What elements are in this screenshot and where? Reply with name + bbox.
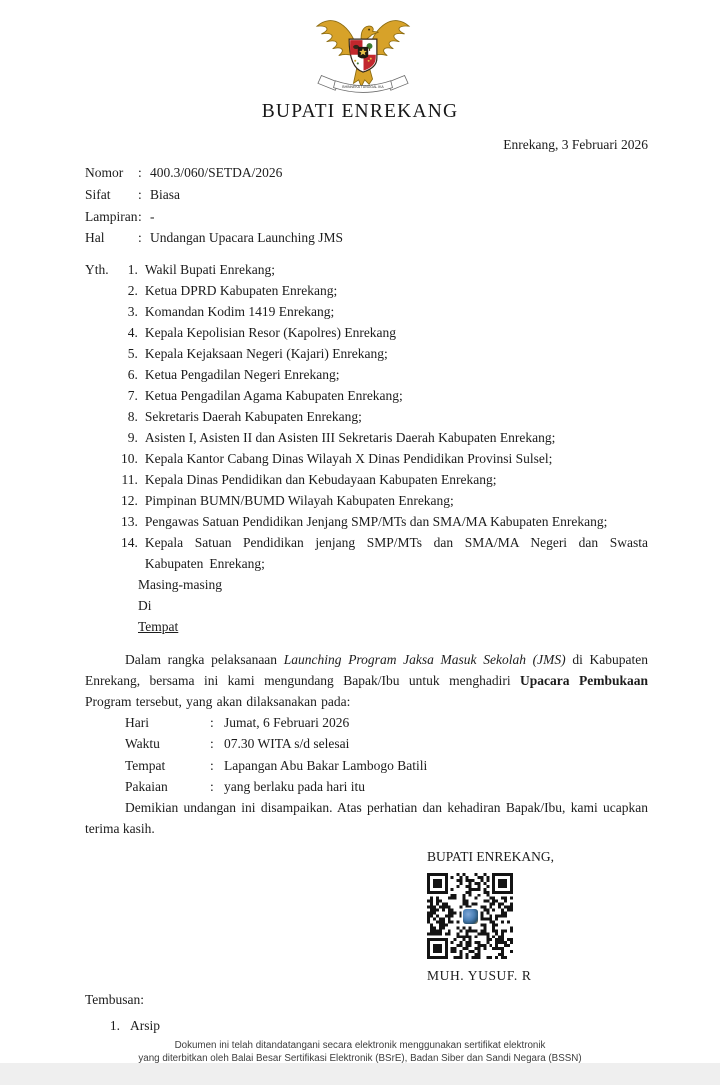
recipient-text: Kepala Satuan Pendidikan jenjang SMP/MTs dan SMA/MA Negeri dan Swasta Kabupaten Enrekang; (144, 535, 648, 571)
recipient-text: Komandan Kodim 1419 Enrekang; (144, 304, 335, 319)
event-colon: : (210, 715, 214, 730)
recipient-row (115, 385, 648, 406)
footer-line-1: Dokumen ini telah ditandatangani secara elektronik menggunakan sertifikat elektronik (174, 1040, 546, 1051)
recipient-row (115, 532, 648, 574)
opening-pre: Dalam rangka pelaksanaan (125, 652, 284, 667)
recipients-block (85, 259, 648, 637)
tembusan-item-number: 1. (109, 1018, 120, 1033)
qr-code (427, 873, 513, 959)
letter-meta-block (85, 162, 648, 249)
recipient-number: 14. (121, 535, 138, 550)
recipient-row (115, 406, 648, 427)
recipient-text: Asisten I, Asisten II dan Asisten III Sekretaris Daerah Kabupaten Enrekang; (144, 430, 556, 445)
recipient-row (115, 259, 648, 280)
tembusan-label: Tembusan: (85, 992, 145, 1007)
recipient-text: Ketua Pengadilan Negeri Enrekang; (144, 367, 340, 382)
closing-line-di: Di (138, 598, 152, 613)
recipient-number: 12. (121, 493, 138, 508)
recipient-text: Kepala Kepolisian Resor (Kapolres) Enrekang (144, 325, 397, 340)
meta-label: Sifat (85, 186, 111, 202)
event-label: Pakaian (125, 778, 168, 794)
event-row-waktu (125, 733, 427, 754)
meta-row-nomor (85, 162, 343, 184)
tembusan-item (102, 1015, 648, 1036)
recipient-row (115, 490, 648, 511)
recipient-number: 5. (127, 346, 138, 361)
recipient-number: 13. (121, 514, 138, 529)
event-colon: : (210, 778, 214, 794)
recipient-row (115, 511, 648, 532)
event-colon: : (210, 757, 214, 773)
recipient-text: Kepala Dinas Pendidikan dan Kebudayaan Kabupaten Enrekang; (144, 472, 497, 487)
event-colon: : (210, 736, 214, 752)
meta-label: Hal (85, 230, 105, 246)
closing-line-masing: Masing-masing (138, 577, 222, 592)
recipient-number: 7. (127, 388, 138, 403)
recipients-closing-lines (138, 574, 648, 637)
recipient-text: Pengawas Satuan Pendidikan Jenjang SMP/MTs dan SMA/MA Kabupaten Enrekang; (144, 514, 608, 529)
signature-name: MUH. YUSUF. R (427, 968, 532, 983)
closing-paragraph: Demikian undangan ini disampaikan. Atas perhatian dan kehadiran Bapak/Ibu, kami ucapkan terima kasih. (85, 800, 648, 836)
opening-italic-program-name: Launching Program Jaksa Masuk Sekolah (JMS) (283, 652, 566, 667)
event-label: Hari (125, 715, 149, 730)
letterhead-title: BUPATI ENREKANG (261, 101, 459, 122)
signature-block (427, 846, 657, 984)
meta-label: Nomor (85, 165, 124, 180)
recipient-number: 11. (121, 472, 138, 487)
recipient-text: Wakil Bupati Enrekang; (144, 262, 276, 277)
meta-value: Biasa (150, 186, 180, 202)
meta-label: Lampiran (85, 208, 138, 224)
event-label: Waktu (125, 736, 160, 752)
opening-paragraph (85, 649, 648, 712)
recipient-row (115, 427, 648, 448)
recipient-row (115, 343, 648, 364)
meta-row-hal (85, 227, 343, 249)
bottom-gray-strip (0, 1063, 720, 1085)
dateline: Enrekang, 3 Februari 2026 (503, 137, 648, 152)
meta-row-lampiran (85, 206, 343, 228)
meta-colon: : (138, 165, 142, 180)
event-row-pakaian (125, 776, 427, 797)
salutation: Yth. (85, 262, 109, 277)
opening-middle: di Kabupaten Enrekang, bersama ini kami mengundang Bapak/Ibu untuk menghadiri (85, 652, 648, 688)
recipient-text: Kepala Kejaksaan Negeri (Kajari) Enrekang; (144, 346, 388, 361)
garuda-pancasila-emblem (311, 4, 415, 102)
recipients-list (115, 259, 648, 574)
tembusan-block (85, 989, 648, 1036)
meta-value: 400.3/060/SETDA/2026 (150, 165, 283, 180)
opening-bold-upacara: Upacara Pembukaan (520, 673, 648, 688)
recipient-row (115, 280, 648, 301)
event-details-block (85, 712, 648, 797)
recipient-row (115, 469, 648, 490)
recipient-row (115, 322, 648, 343)
recipient-row (115, 301, 648, 322)
event-label: Tempat (125, 757, 166, 773)
meta-colon: : (138, 230, 142, 246)
event-value: Lapangan Abu Bakar Lambogo Batili (224, 757, 428, 773)
event-value: yang berlaku pada hari itu (224, 778, 365, 794)
meta-colon: : (138, 208, 142, 224)
recipient-number: 4. (127, 325, 138, 340)
recipient-text: Sekretaris Daerah Kabupaten Enrekang; (144, 409, 362, 424)
recipient-number: 8. (127, 409, 138, 424)
recipient-text: Ketua Pengadilan Agama Kabupaten Enrekang; (144, 388, 403, 403)
garuda-emblem-graphic (311, 4, 415, 102)
event-row-tempat (125, 755, 427, 776)
recipient-number: 1. (127, 262, 138, 277)
emblem-motto-text: BHINNEKA TUNGGAL IKA (342, 85, 384, 90)
recipient-text: Kepala Kantor Cabang Dinas Wilayah X Dinas Pendidikan Provinsi Sulsel; (144, 451, 553, 466)
recipient-number: 2. (127, 283, 138, 298)
recipient-row (115, 448, 648, 469)
recipient-number: 10. (121, 451, 138, 466)
event-value: 07.30 WITA s/d selesai (224, 736, 350, 752)
recipient-text: Ketua DPRD Kabupaten Enrekang; (144, 283, 338, 298)
pancasila-shield (349, 39, 377, 72)
footer-line-2: yang diterbitkan oleh Balai Besar Sertifikasi Elektronik (BSrE), Badan Siber dan Sandi Negara (BSSN) (138, 1052, 582, 1064)
meta-value: - (150, 208, 155, 224)
recipient-number: 3. (127, 304, 138, 319)
event-value: Jumat, 6 Februari 2026 (224, 715, 350, 730)
opening-end: Program tersebut, yang akan dilaksanakan pada: (85, 694, 351, 709)
qr-center-logo (463, 909, 478, 924)
recipient-number: 6. (127, 367, 138, 382)
signature-title: BUPATI ENREKANG, (427, 849, 555, 864)
meta-value: Undangan Upacara Launching JMS (150, 230, 344, 246)
event-row-hari (125, 712, 427, 733)
recipient-row (115, 364, 648, 385)
electronic-signature-footer (0, 1040, 720, 1065)
meta-row-sifat (85, 184, 343, 206)
recipient-text: Pimpinan BUMN/BUMD Wilayah Kabupaten Enrekang; (144, 493, 454, 508)
recipient-number: 9. (127, 430, 138, 445)
tembusan-item-text: Arsip (130, 1018, 160, 1033)
closing-line-tempat: Tempat (138, 619, 179, 634)
meta-colon: : (138, 186, 142, 202)
